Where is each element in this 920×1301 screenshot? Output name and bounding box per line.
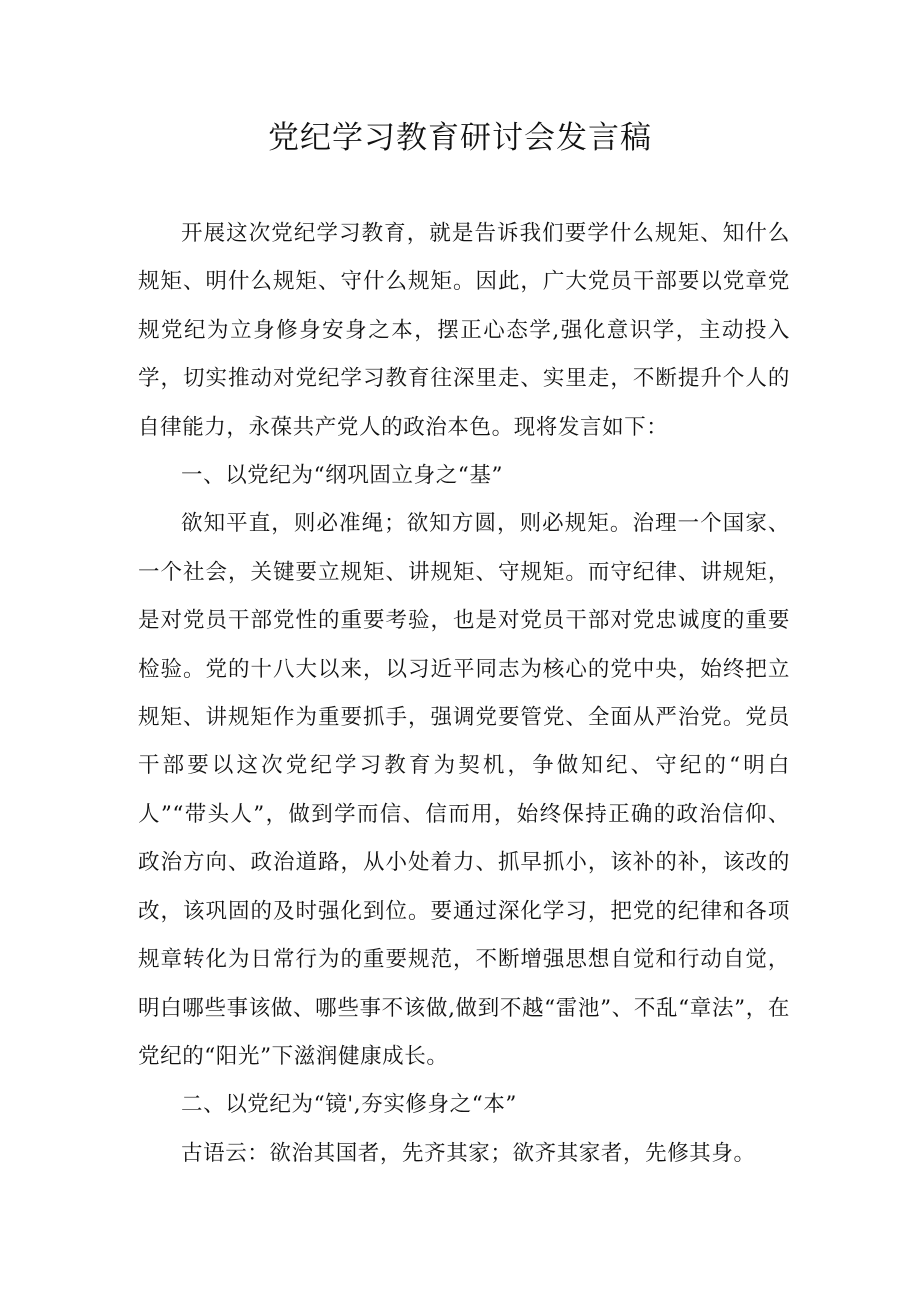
intro-paragraph: 开展这次党纪学习教育，就是告诉我们要学什么规矩、知什么规矩、明什么规矩、守什么规矩。因此，广大党员干部要以党章党规党纪为立身修身安身之本，摆正心态学,强化意识学，主动投入学，切实推动对党纪学习教育往深里走、实里走，不断提升个人的自律能力，永葆共产党人的政治本色。现将发言如下：: [138, 221, 790, 440]
section-2-paragraph: 古语云：欲治其国者，先齐其家；欲齐其家者，先修其身。: [181, 1140, 756, 1166]
section-1-paragraph: 欲知平直，则必准绳；欲知方圆，则必规矩。治理一个国家、一个社会，关键要立规矩、讲规矩、守规矩。而守纪律、讲规矩，是对党员干部党性的重要考验，也是对党员干部对党忠诚度的重要检验。党的十八大以来，以习近平同志为核心的党中央，始终把立规矩、讲规矩作为重要抓手，强调党要管党、全面从严治党。党员干部要以这次党纪学习教育为契机，争做知纪、守纪的“明白人”“带头人”，做到学而信、信而用，始终保持正确的政治信仰、政治方向、政治道路，从小处着力、抓早抓小，该补的补，该改的改，该巩固的及时强化到位。要通过深化学习，把党的纪律和各项规章转化为日常行为的重要规范，不断增强思想自觉和行动自觉，明白哪些事该做、哪些事不该做,做到不越“雷池”、不乱“章法”，在党纪的“阳光”下滋润健康成长。: [138, 511, 790, 1069]
document-title: 党纪学习教育研讨会发言稿: [268, 120, 652, 156]
section-1-heading: 一、以党纪为“纲巩固立身之“基”: [181, 463, 504, 489]
section-2-heading: 二、以党纪为“镜',夯实修身之“本”: [181, 1092, 518, 1118]
document-body: [138, 210, 790, 1178]
